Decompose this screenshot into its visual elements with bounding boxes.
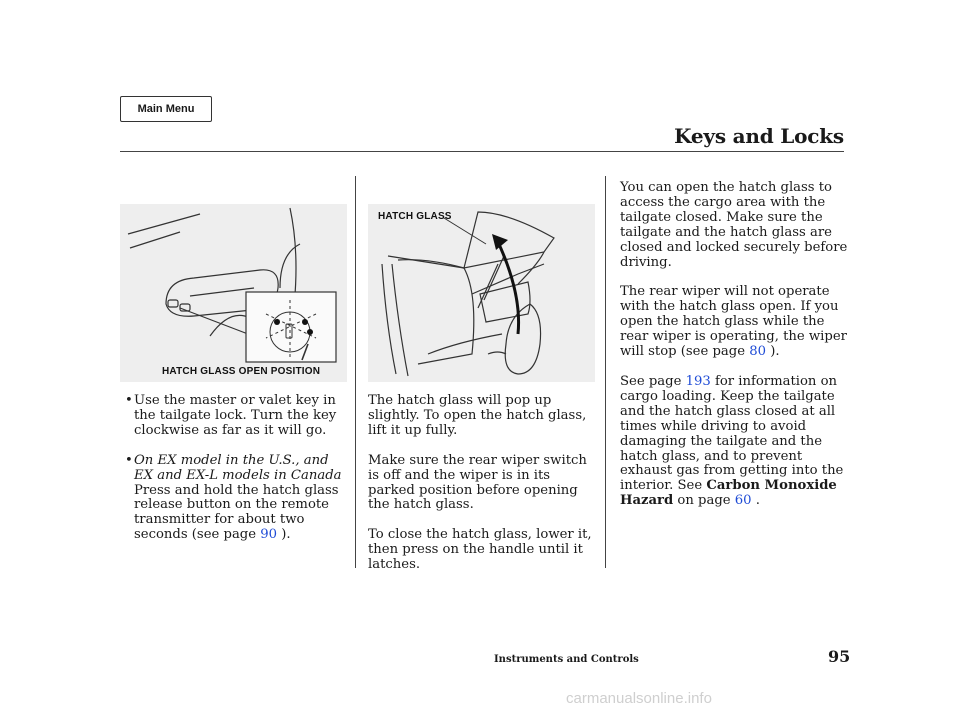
page-link-90[interactable]: 90 — [260, 527, 278, 543]
bullet-dot: • — [125, 393, 133, 408]
paragraph-access-cargo: You can open the hatch glass to access the cargo area with the tailgate closed. Make sure the tailgate and the hatch glass are closed and locked securely before driving. — [620, 180, 848, 270]
page-link-80[interactable]: 80 — [749, 344, 767, 360]
figure-label-left: HATCH GLASS OPEN POSITION — [162, 366, 321, 377]
cargo-text-b: for information on cargo loading. Keep the tailgate and the hatch glass closed at all times while driving to avoid damaging the tailgate and the hatch glass, and to prevent exhaust gas from getting into the interior. See — [620, 373, 844, 494]
column-divider-right — [605, 176, 606, 568]
header-rule — [120, 151, 844, 152]
rear-wiper-text: The rear wiper will not operate with the hatch glass open. If you open the hatch glass while the rear wiper is operating, the wiper will stop (see page — [620, 284, 847, 360]
bullet-1-text: Use the master or valet key in the tailgate lock. Turn the key clockwise as far as it will go. — [134, 393, 337, 438]
cargo-text-c: on page — [673, 493, 731, 509]
paragraph-pop-up: The hatch glass will pop up slightly. To open the hatch glass, lift it up fully. — [368, 393, 587, 438]
column-3 — [620, 181, 850, 509]
tailgate-lock-illustration — [120, 204, 347, 382]
page-link-60[interactable]: 60 — [734, 493, 752, 509]
watermark: carmanualsonline.info — [566, 690, 712, 707]
paragraph-rear-wiper — [620, 285, 850, 360]
hatch-glass-open-position-figure — [120, 204, 347, 382]
paragraph-wiper-switch: Make sure the rear wiper switch is off and the wiper is in its parked position before opening the hatch glass. — [368, 452, 587, 513]
bullet-item-master-key — [125, 393, 346, 439]
paragraph-cargo-loading — [620, 375, 850, 509]
hatch-glass-figure — [368, 204, 595, 382]
column-1 — [125, 393, 346, 543]
page-link-193[interactable]: 193 — [685, 373, 711, 389]
bullet-dot: • — [125, 452, 133, 468]
cargo-text-a: See page — [620, 373, 682, 389]
footer-section-title: Instruments and Controls — [494, 654, 639, 665]
hatch-glass-illustration — [368, 204, 595, 382]
page-title: Keys and Locks — [674, 124, 844, 148]
bullet-2-text: Press and hold the hatch glass release button on the remote transmitter for about two seconds (see page — [134, 482, 339, 543]
paragraph-close: To close the hatch glass, lower it, then press on the handle until it latches. — [368, 527, 592, 573]
column-divider-left — [355, 176, 356, 568]
bullet-2-heading: On EX model in the U.S., and EX and EX-L models in Canada — [134, 452, 342, 483]
bullet-item-remote — [125, 452, 346, 484]
carbon-monoxide-hazard-ref: Carbon Monoxide Hazard — [620, 478, 837, 509]
page-number: 95 — [828, 647, 851, 666]
main-menu-button[interactable]: Main Menu — [120, 96, 212, 122]
rear-wiper-end: ). — [766, 344, 780, 360]
figure-label-middle: HATCH GLASS — [378, 211, 452, 222]
bullet-2-body — [134, 484, 346, 544]
bullet-2-end: ). — [277, 527, 291, 543]
column-2 — [368, 394, 596, 573]
cargo-text-end: . — [751, 493, 760, 509]
